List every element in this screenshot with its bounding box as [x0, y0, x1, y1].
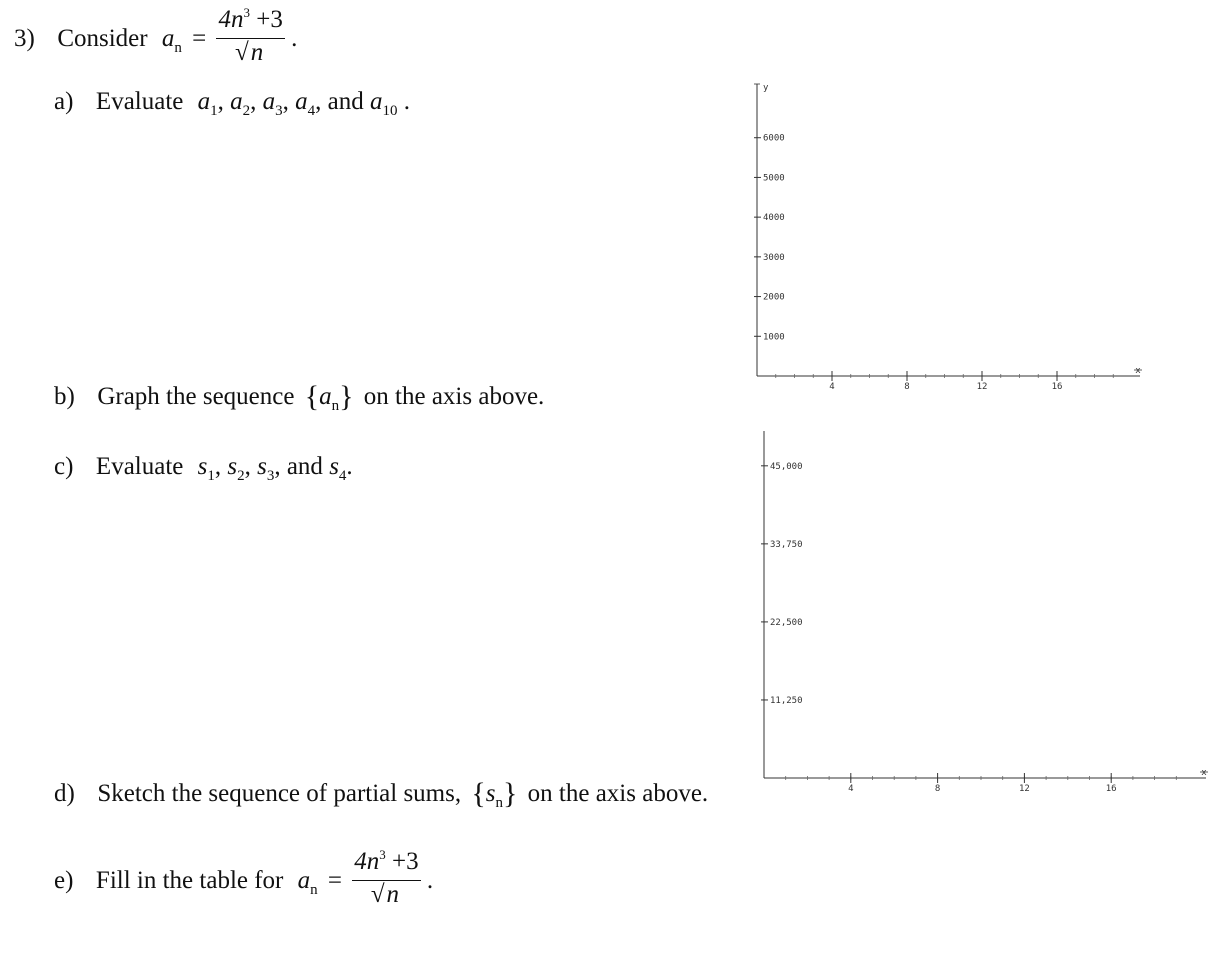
part-e-text: Fill in the table for: [95, 867, 284, 895]
sum-chart-y-tick-label-22500: 22,500: [770, 617, 803, 628]
formula-period-e: .: [426, 867, 434, 895]
formula-numerator-e: $4n^3 +3$: [352, 848, 420, 881]
part-b-text: Graph the sequence: [97, 383, 295, 410]
term-a4: $a_4$: [295, 88, 316, 119]
seq-chart-x-tick-label-12: 12: [976, 382, 988, 392]
formula-fraction-e: [352, 848, 420, 909]
seq-chart-y-tick-label-3000: 3000: [763, 252, 785, 263]
sequence-an: $\{a_n\}$: [304, 380, 354, 414]
consider-label: Consider: [57, 25, 148, 53]
part-a-and: , and: [315, 88, 364, 115]
part-a: a) Evaluate $a_1$, $a_2$, $a_3$, $a_4$, and $a_{10}$ .: [54, 88, 410, 119]
seq-chart-x-tick-label-8: 8: [904, 382, 910, 392]
part-d-text: Sketch the sequence of partial sums,: [97, 780, 462, 807]
equals-sign-e: =: [327, 867, 342, 895]
sum-chart-x-axis-label: x: [1201, 768, 1207, 778]
sum-chart-x-tick-label-8: 8: [934, 784, 941, 794]
seq-chart-x-tick-label-4: 4: [829, 382, 835, 392]
seq-chart-x-axis-label: x: [1135, 366, 1141, 376]
formula-denominator: √n: [216, 39, 284, 67]
term-a2: $a_2$: [230, 88, 251, 119]
part-b-label: b): [54, 383, 75, 410]
sum-chart-y-tick-label-33750: 33,750: [770, 539, 803, 550]
partial-sums-graph-axes[interactable]: [750, 445, 1210, 805]
sequence-sn: $\{s_n\}$: [471, 777, 518, 811]
an-symbol-e: $a_n$: [297, 867, 318, 899]
seq-chart-x-tick-label-16: 16: [1051, 382, 1063, 392]
sequence-graph-axes[interactable]: [740, 83, 1150, 400]
part-d: [54, 775, 708, 809]
term-s3: $s_3$: [257, 453, 275, 484]
part-c-label: c): [54, 453, 74, 480]
equals-sign: =: [192, 25, 207, 53]
formula-period: .: [291, 25, 298, 53]
term-a10: $a_{10}$: [369, 88, 398, 119]
an-symbol: $a_n$: [161, 25, 182, 57]
part-e-label: e): [54, 867, 74, 895]
seq-chart-y-axis-label: y: [763, 83, 769, 93]
seq-chart-y-tick-label-2000: 2000: [763, 292, 785, 303]
part-d-text-after: on the axis above.: [527, 780, 709, 807]
sum-chart-y-tick-label-11250: 11,250: [770, 695, 803, 706]
sum-chart-x-tick-label-12: 12: [1018, 784, 1030, 794]
part-b: [54, 378, 544, 412]
part-b-text-after: on the axis above.: [363, 383, 545, 410]
part-a-text: Evaluate: [95, 88, 184, 115]
part-c: c) Evaluate $s_1$, $s_2$, $s_3$, and $s_4$.: [54, 453, 353, 484]
term-s4: $s_4$: [329, 453, 347, 484]
formula-fraction: [216, 6, 284, 67]
seq-chart-y-tick-label-4000: 4000: [763, 213, 785, 224]
part-c-text: Evaluate: [95, 453, 184, 480]
formula-numerator: $4n^3 +3$: [216, 6, 284, 39]
seq-chart-y-tick-label-5000: 5000: [763, 173, 785, 184]
term-s2: $s_2$: [227, 453, 245, 484]
part-c-period: .: [346, 453, 353, 480]
seq-chart-y-tick-label-6000: 6000: [763, 133, 785, 144]
sum-chart-y-tick-label-45000: 45,000: [770, 461, 803, 472]
sum-chart-x-tick-label-4: 4: [848, 784, 854, 794]
part-a-label: a): [54, 88, 74, 115]
part-a-period: .: [403, 88, 410, 115]
formula-denominator-e: √n: [352, 881, 420, 909]
term-a1: $a_1$: [197, 88, 218, 119]
question-header: [14, 5, 298, 71]
part-d-label: d): [54, 780, 75, 807]
seq-chart-y-tick-label-1000: 1000: [763, 332, 785, 343]
question-number: 3): [14, 25, 35, 53]
term-s1: $s_1$: [197, 453, 215, 484]
part-e: [54, 847, 434, 913]
term-a3: $a_3$: [262, 88, 283, 119]
sum-chart-x-tick-label-16: 16: [1105, 784, 1117, 794]
part-c-and: , and: [274, 453, 323, 480]
